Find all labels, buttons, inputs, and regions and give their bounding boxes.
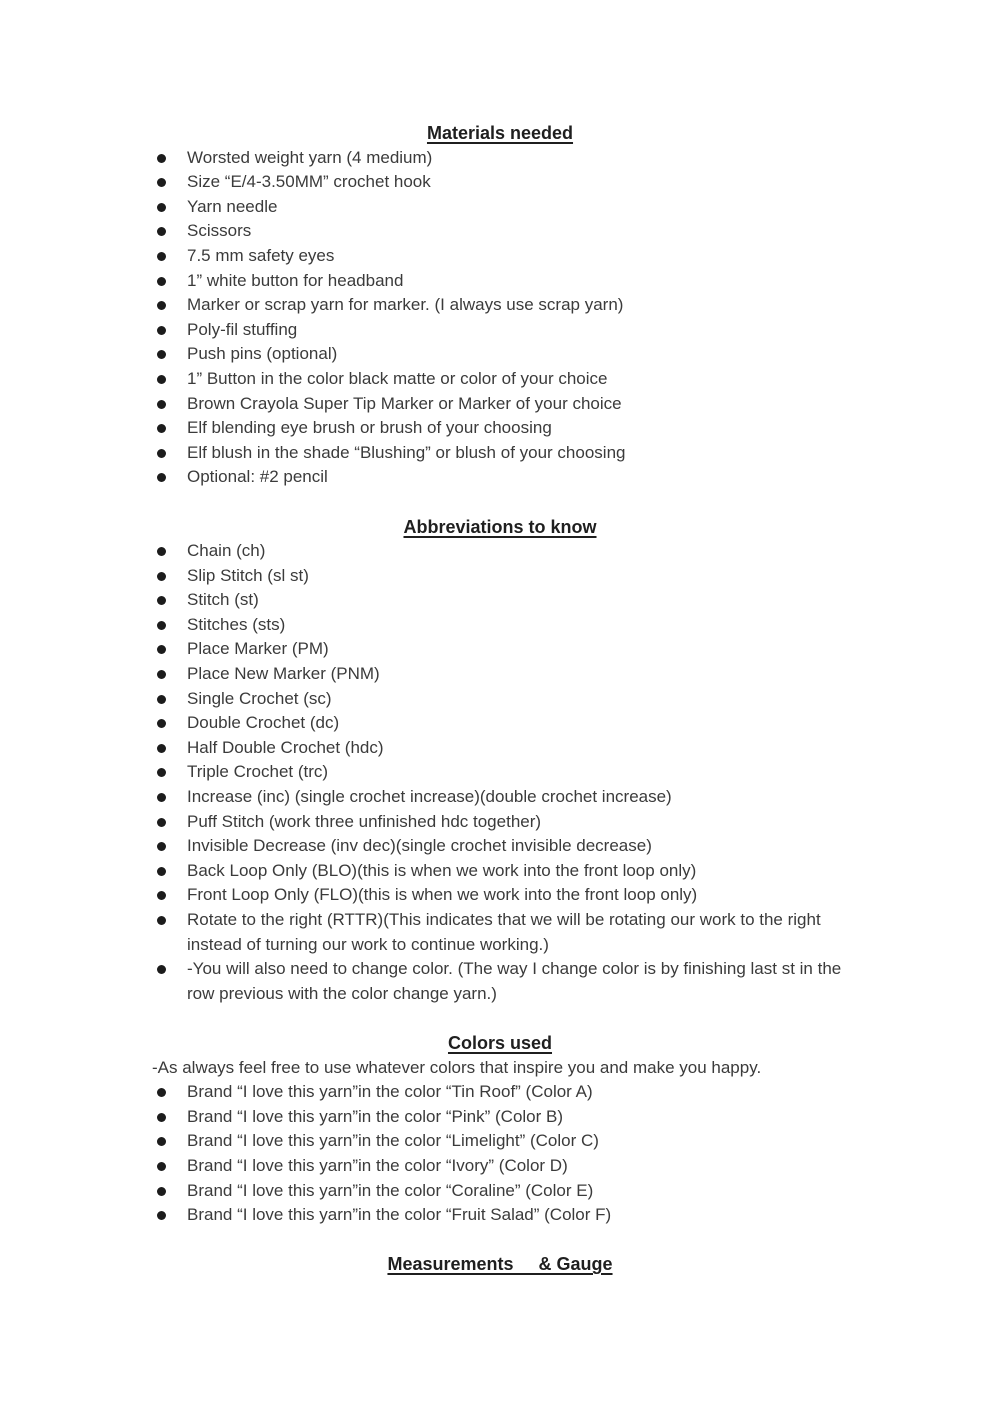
colors-section [152,1031,848,1228]
list-item [152,957,848,1006]
bullet-icon [152,195,187,220]
list-item [152,859,848,884]
list-item [152,1154,848,1179]
list-item [152,588,848,613]
list-item-text: Double Crochet (dc) [187,713,340,733]
materials-heading-text: Materials needed [426,123,574,143]
list-item [152,711,848,736]
bullet-icon [152,883,187,908]
list-item-text: Rotate to the right (RTTR)(This indicates that we will be rotating our work to the right instead of turning our work to continue working.) [187,910,821,954]
bullet-icon [152,687,187,712]
materials-list [152,146,848,490]
list-item-text: Increase (inc) (single crochet increase)(double crochet increase) [187,787,672,807]
list-item [152,613,848,638]
bullet-icon [152,859,187,884]
materials-heading [152,121,848,146]
bullet-icon [152,637,187,662]
bullet-icon [152,539,187,564]
list-item-text: Invisible Decrease (inv dec)(single crochet invisible decrease) [187,836,652,856]
bullet-icon [152,293,187,318]
bullet-icon [152,269,187,294]
colors-intro: -As always feel free to use whatever colors that inspire you and make you happy. [152,1057,762,1077]
abbreviations-heading-text: Abbreviations to know [403,516,597,537]
bullet-icon [152,170,187,195]
bullet-icon [152,244,187,269]
abbreviations-section [152,515,848,1007]
list-item [152,1080,848,1105]
list-item-text: Puff Stitch (work three unfinished hdc together) [187,811,542,831]
list-item [152,637,848,662]
list-item [152,392,848,417]
list-item-text: Place New Marker (PNM) [187,664,380,684]
list-item-text: Brand “I love this yarn”in the color “Ivory” (Color D) [187,1155,568,1175]
abbreviations-list [152,539,848,1006]
list-item [152,883,848,908]
list-item [152,146,848,171]
list-item [152,1179,848,1204]
bullet-icon [152,1203,187,1228]
list-item-text: Single Crochet (sc) [187,688,332,708]
bullet-icon [152,441,187,466]
list-item [152,785,848,810]
bullet-icon [152,736,187,761]
list-item-text: Brand “I love this yarn”in the color “Pink” (Color B) [187,1106,564,1126]
bullet-icon [152,785,187,810]
list-item-text: Stitches (sts) [187,614,286,634]
bullet-icon [152,908,187,957]
bullet-icon [152,662,187,687]
list-item-text: Slip Stitch (sl st) [187,565,309,585]
list-item-text: Chain (ch) [187,541,266,561]
list-item [152,170,848,195]
bullet-icon [152,318,187,343]
bullet-icon [152,1154,187,1179]
bullet-icon [152,1105,187,1130]
list-item [152,244,848,269]
materials-section [152,121,848,490]
measurements-heading [152,1252,848,1277]
list-item-text: Half Double Crochet (hdc) [187,737,384,757]
list-item-text: Front Loop Only (FLO)(this is when we work into the front loop only) [187,885,698,905]
list-item [152,564,848,589]
bullet-icon [152,392,187,417]
list-item [152,760,848,785]
list-item-text: -You will also need to change color. (The way I change color is by finishing last st in the row previous with the color change yarn.) [187,959,842,1003]
list-item [152,465,848,490]
bullet-icon [152,1179,187,1204]
list-item-text: Scissors [187,221,252,241]
bullet-icon [152,367,187,392]
bullet-icon [152,588,187,613]
bullet-icon [152,146,187,171]
bullet-icon [152,1080,187,1105]
list-item-text: Elf blush in the shade “Blushing” or blush of your choosing [187,442,626,462]
list-item-text: Size “E/4-3.50MM” crochet hook [187,172,431,192]
list-item-text: 7.5 mm safety eyes [187,245,335,265]
list-item [152,318,848,343]
list-item-text: Poly-fil stuffing [187,319,298,339]
list-item-text: Stitch (st) [187,590,259,610]
list-item [152,219,848,244]
list-item-text: 1” white button for headband [187,270,404,290]
bullet-icon [152,465,187,490]
list-item [152,687,848,712]
bullet-icon [152,957,187,1006]
list-item [152,441,848,466]
abbreviations-heading [152,515,848,540]
bullet-icon [152,760,187,785]
colors-list [152,1080,848,1228]
list-item-text: Place Marker (PM) [187,639,329,659]
bullet-icon [152,834,187,859]
list-item-text: Optional: #2 pencil [187,467,328,487]
list-item [152,736,848,761]
list-item-text: Brand “I love this yarn”in the color “Fruit Salad” (Color F) [187,1205,612,1225]
colors-heading [152,1031,848,1056]
list-item-text: Yarn needle [187,196,278,216]
list-item [152,1105,848,1130]
bullet-icon [152,613,187,638]
list-item [152,810,848,835]
list-item-text: 1” Button in the color black matte or color of your choice [187,368,608,388]
list-item [152,293,848,318]
list-item [152,269,848,294]
list-item-text: Brown Crayola Super Tip Marker or Marker of your choice [187,393,622,413]
bullet-icon [152,564,187,589]
list-item [152,662,848,687]
list-item-text: Push pins (optional) [187,344,338,364]
bullet-icon [152,711,187,736]
bullet-icon [152,342,187,367]
list-item [152,834,848,859]
measurements-heading-text: Measurements & Gauge [387,1254,613,1275]
bullet-icon [152,219,187,244]
list-item [152,1203,848,1228]
list-item-text: Marker or scrap yarn for marker. (I always use scrap yarn) [187,295,624,315]
list-item [152,1129,848,1154]
list-item [152,342,848,367]
bullet-icon [152,416,187,441]
measurements-section [152,1252,848,1277]
list-item-text: Brand “I love this yarn”in the color “Limelight” (Color C) [187,1131,599,1151]
bullet-icon [152,810,187,835]
list-item [152,367,848,392]
list-item-text: Triple Crochet (trc) [187,762,329,782]
list-item [152,908,848,957]
list-item [152,416,848,441]
list-item [152,195,848,220]
list-item [152,539,848,564]
colors-heading-text: Colors used [447,1032,553,1053]
list-item-text: Back Loop Only (BLO)(this is when we work into the front loop only) [187,860,697,880]
list-item-text: Worsted weight yarn (4 medium) [187,147,433,167]
list-item-text: Brand “I love this yarn”in the color “Coraline” (Color E) [187,1180,594,1200]
bullet-icon [152,1129,187,1154]
list-item-text: Brand “I love this yarn”in the color “Tin Roof” (Color A) [187,1082,593,1102]
list-item-text: Elf blending eye brush or brush of your choosing [187,418,552,438]
